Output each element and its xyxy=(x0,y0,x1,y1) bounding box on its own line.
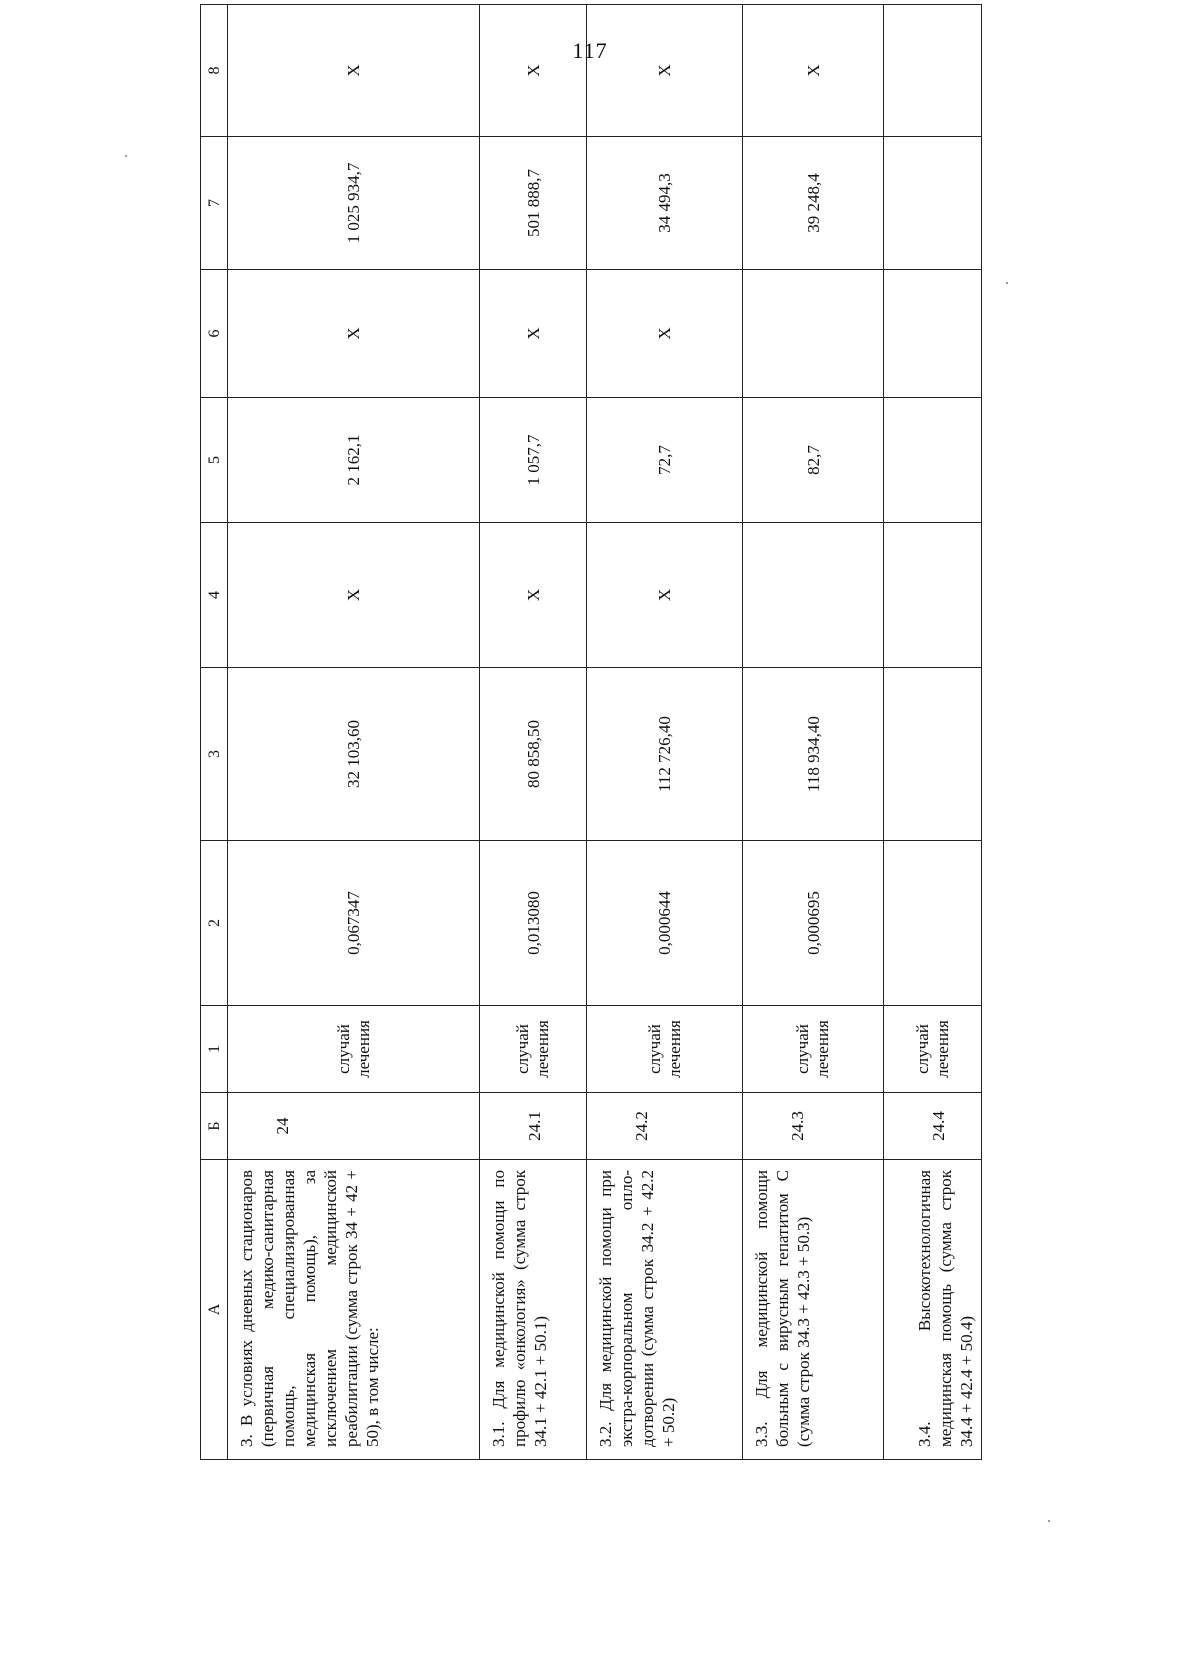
row-code: 24.4 xyxy=(884,1093,982,1160)
row-code: 24.3 xyxy=(743,1093,884,1160)
cell-col-8: Х xyxy=(743,5,884,137)
cell-col-2: 0,000695 xyxy=(743,841,884,1006)
row-unit: случай лечения xyxy=(228,1006,480,1093)
cell-col-3 xyxy=(884,668,982,841)
scan-speck xyxy=(1006,282,1008,284)
cell-col-3: 80 858,50 xyxy=(480,668,587,841)
cell-col-2: 0,013080 xyxy=(480,841,587,1006)
cell-col-3: 32 103,60 xyxy=(228,668,480,841)
cell-col-6: Х xyxy=(228,270,480,398)
row-unit: случай лечения xyxy=(587,1006,743,1093)
column-header-4: 4 xyxy=(201,523,228,668)
cell-col-3: 118 934,40 xyxy=(743,668,884,841)
row-description: 3.2. Для медицинской помощи при экстра-корпоральном опло-дотворении (сумма строк 34.2 + 42.2 + 50.2) xyxy=(587,1160,743,1460)
cell-col-5: 2 162,1 xyxy=(228,398,480,523)
cell-col-2 xyxy=(884,841,982,1006)
cell-col-2: 0,067347 xyxy=(228,841,480,1006)
cell-col-7 xyxy=(884,137,982,270)
column-header-1: 1 xyxy=(201,1006,228,1093)
cell-col-5: 72,7 xyxy=(587,398,743,523)
column-header-b: Б xyxy=(201,1093,228,1160)
cell-col-5: 1 057,7 xyxy=(480,398,587,523)
cell-col-2: 0,000644 xyxy=(587,841,743,1006)
cell-col-4: Х xyxy=(480,523,587,668)
row-description: 3.1. Для медицинской помощи по профилю «онкология» (сумма строк 34.1 + 42.1 + 50.1) xyxy=(480,1160,587,1460)
cell-col-8: Х xyxy=(480,5,587,137)
cell-col-4 xyxy=(743,523,884,668)
column-header-6: 6 xyxy=(201,270,228,398)
cell-col-3: 112 726,40 xyxy=(587,668,743,841)
table-row xyxy=(743,5,884,1460)
cell-col-4: Х xyxy=(228,523,480,668)
cell-col-5: 82,7 xyxy=(743,398,884,523)
row-unit: случай лечения xyxy=(884,1006,982,1093)
cell-col-6: Х xyxy=(480,270,587,398)
row-code: 24 xyxy=(228,1093,480,1160)
column-number-row xyxy=(201,5,228,1460)
cell-col-6 xyxy=(743,270,884,398)
row-unit: случай лечения xyxy=(743,1006,884,1093)
cell-col-4 xyxy=(884,523,982,668)
cell-col-6: Х xyxy=(587,270,743,398)
column-header-7: 7 xyxy=(201,137,228,270)
cell-col-5 xyxy=(884,398,982,523)
cell-col-8: Х xyxy=(228,5,480,137)
data-table xyxy=(200,4,982,1460)
cell-col-7: 34 494,3 xyxy=(587,137,743,270)
column-header-a: А xyxy=(201,1160,228,1460)
row-description: 3.4. Высокотехнологичная медицинская помощь (сумма строк 34.4 + 42.4 + 50.4) xyxy=(884,1160,982,1460)
cell-col-7: 1 025 934,7 xyxy=(228,137,480,270)
table-row xyxy=(587,5,743,1460)
row-code: 24.1 xyxy=(480,1093,587,1160)
table-row xyxy=(228,5,480,1460)
column-header-3: 3 xyxy=(201,668,228,841)
table-row xyxy=(884,5,982,1460)
cell-col-7: 39 248,4 xyxy=(743,137,884,270)
row-description: 3.3. Для медицинской помощи больным с вирусным гепатитом С (сумма строк 34.3 + 42.3 + 50.3) xyxy=(743,1160,884,1460)
table-row xyxy=(480,5,587,1460)
column-header-8: 8 xyxy=(201,5,228,137)
row-description: 3. В условиях дневных стационаров (первичная медико-санитарная помощь, специализированная медицинская помощь), за исключением медицинской реабилитации (сумма строк 34 + 42 + 50), в том числе: xyxy=(228,1160,480,1460)
cell-col-4: Х xyxy=(587,523,743,668)
cell-col-7: 501 888,7 xyxy=(480,137,587,270)
scan-speck xyxy=(125,155,127,157)
cell-col-8 xyxy=(884,5,982,137)
scan-speck xyxy=(1048,1520,1050,1522)
rotated-table-wrapper xyxy=(200,64,980,1460)
row-code: 24.2 xyxy=(587,1093,743,1160)
cell-col-6 xyxy=(884,270,982,398)
column-header-2: 2 xyxy=(201,841,228,1006)
row-unit: случай лечения xyxy=(480,1006,587,1093)
page-number: 117 xyxy=(572,38,608,63)
column-header-5: 5 xyxy=(201,398,228,523)
cell-col-8: Х xyxy=(587,5,743,137)
